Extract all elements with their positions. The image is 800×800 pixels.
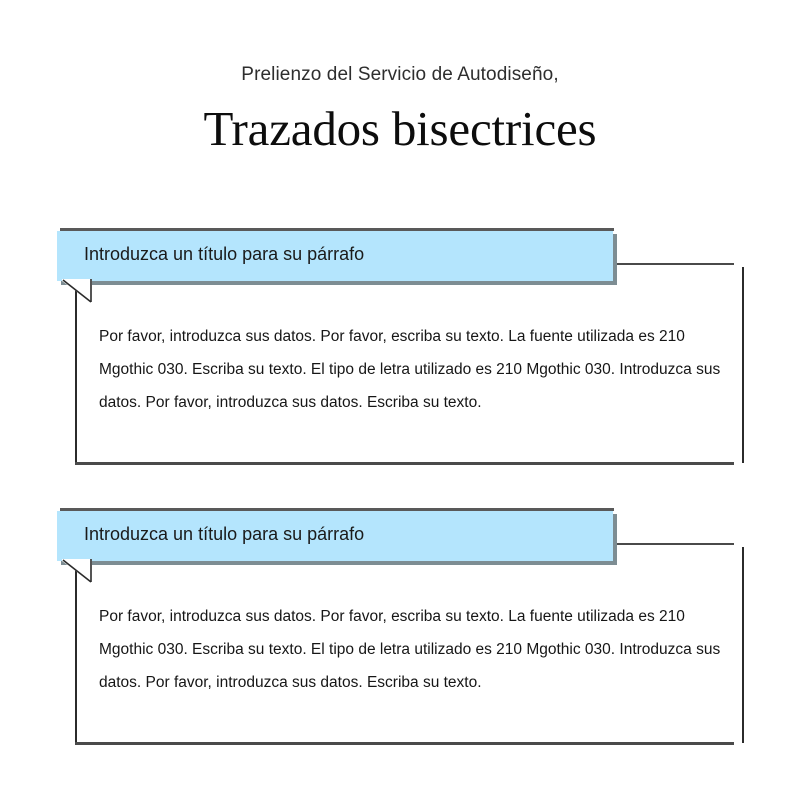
section-heading-label: Introduzca un título para su párrafo: [84, 244, 365, 264]
page-title: Trazados bisectrices: [203, 101, 597, 156]
frame-right-vertical-line: [742, 267, 744, 463]
frame-left-vertical-line: [75, 564, 77, 744]
section-heading-label: Introduzca un título para su párrafo: [84, 524, 365, 544]
banner-shadow-right: [613, 514, 617, 564]
banner-shadow-bottom: [61, 561, 617, 565]
frame-right-horizontal-line: [616, 543, 734, 545]
section-body-text: Por favor, introduzca sus datos. Por favor, escriba su texto. La fuente utilizada es 210 Mgothic 030. Escriba su texto. El tipo de letra utilizado es 210 Mgothic 030. Introduzca sus datos. Por favor, introduzca sus datos. Escriba su texto.: [99, 607, 721, 691]
section-heading-banner[interactable]: [57, 231, 613, 281]
banner-shadow-right: [613, 234, 617, 284]
frame-left-vertical-line: [75, 284, 77, 464]
section-heading-banner[interactable]: [57, 511, 613, 561]
slide-subtitle: Prelienzo del Servicio de Autodiseño,: [241, 64, 559, 85]
frame-bottom-line: [75, 742, 734, 745]
frame-bottom-line: [75, 462, 734, 465]
banner-shadow-bottom: [61, 281, 617, 285]
frame-right-vertical-line: [742, 547, 744, 743]
slide-header: [0, 0, 800, 157]
speech-bubble-tail-icon: [62, 279, 108, 305]
speech-bubble-tail-icon: [62, 559, 108, 585]
section-body-text: Por favor, introduzca sus datos. Por favor, escriba su texto. La fuente utilizada es 210 Mgothic 030. Escriba su texto. El tipo de letra utilizado es 210 Mgothic 030. Introduzca sus datos. Por favor, introduzca sus datos. Escriba su texto.: [99, 327, 721, 411]
frame-right-horizontal-line: [616, 263, 734, 265]
